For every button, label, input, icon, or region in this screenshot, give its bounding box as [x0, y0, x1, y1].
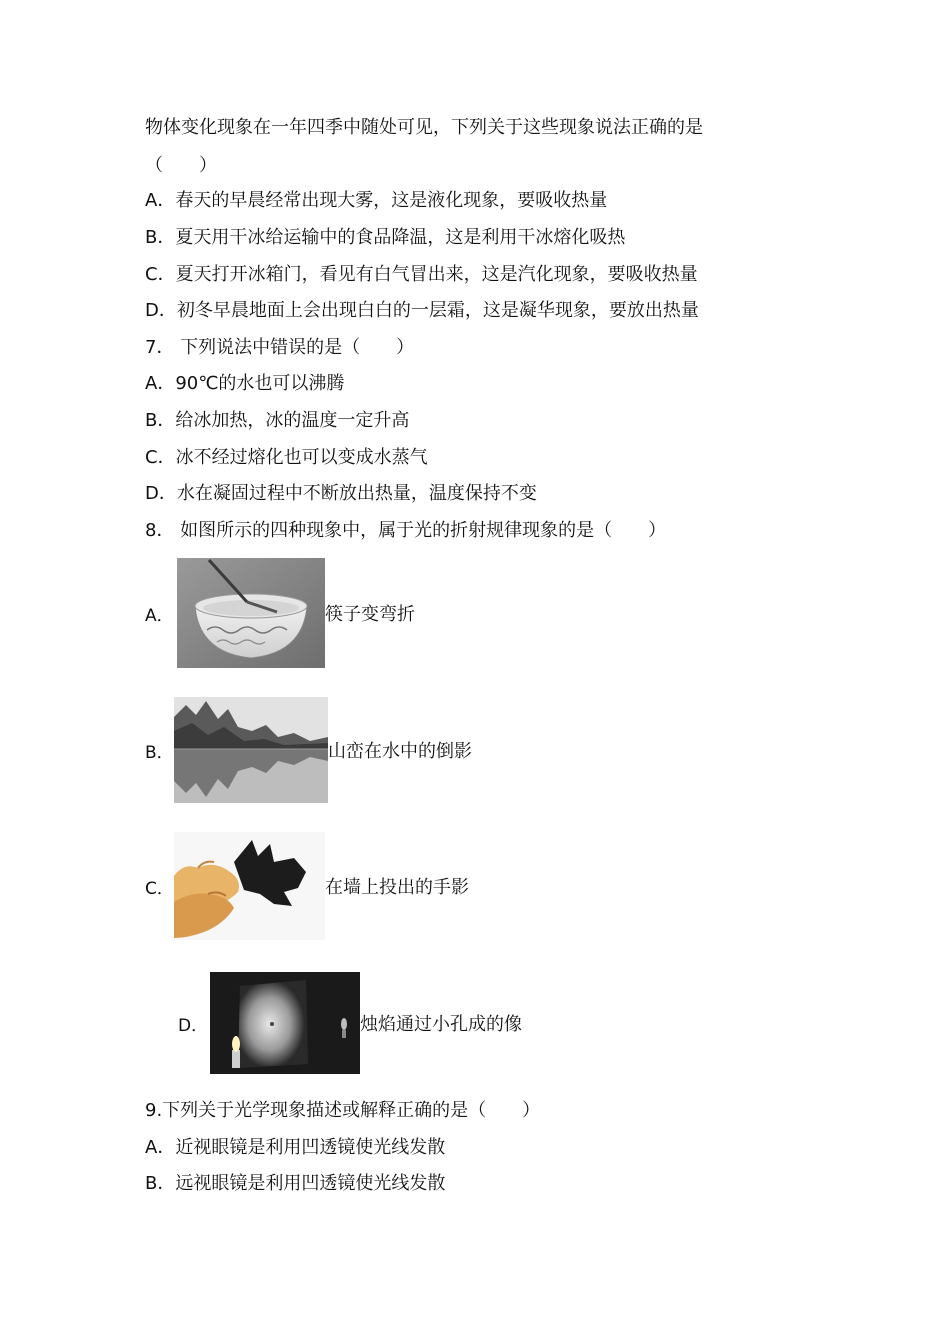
q8-stem: 8． 如图所示的四种现象中，属于光的折射规律现象的是（ ）: [145, 520, 667, 541]
hand-shadow-image: [174, 832, 325, 940]
q7-option-d: D．水在凝固过程中不断放出热量，温度保持不变: [145, 483, 537, 504]
q9-option-b: B．远视眼镜是利用凹透镜使光线发散: [145, 1173, 446, 1194]
q6-paren: （ ）: [145, 155, 217, 176]
q7-option-c: C．冰不经过熔化也可以变成水蒸气: [145, 447, 428, 468]
q6-stem: 物体变化现象在一年四季中随处可见，下列关于这些现象说法正确的是: [145, 117, 703, 138]
q8-option-a-text: 筷子变弯折: [325, 604, 415, 625]
q7-stem: 7． 下列说法中错误的是（ ）: [145, 337, 415, 358]
bowl-chopstick-image: [177, 558, 325, 668]
q8-option-d-text: 烛焰通过小孔成的像: [360, 1014, 522, 1035]
q9-option-a: A．近视眼镜是利用凹透镜使光线发散: [145, 1137, 446, 1158]
q8-option-b-text: 山峦在水中的倒影: [328, 741, 472, 762]
q9-stem: 9.下列关于光学现象描述或解释正确的是（ ）: [145, 1100, 541, 1121]
mountain-reflection-image: [174, 697, 328, 803]
q6-option-b: B．夏天用干冰给运输中的食品降温，这是利用干冰熔化吸热: [145, 227, 626, 248]
q8-option-a: [145, 558, 415, 668]
q8-option-c-letter: C．: [145, 878, 174, 899]
q8-option-b-letter: B．: [145, 742, 174, 763]
q8-option-c: [145, 832, 469, 940]
q7-option-a: A．90℃的水也可以沸腾: [145, 373, 345, 394]
q6-option-d: D．初冬早晨地面上会出现白白的一层霜，这是凝华现象，要放出热量: [145, 300, 699, 321]
q8-option-d-letter: D．: [178, 1015, 209, 1036]
q8-option-b: [145, 697, 472, 803]
q8-option-c-text: 在墙上投出的手影: [325, 877, 469, 898]
q8-option-a-letter: A．: [145, 605, 174, 626]
candle-pinhole-image: [210, 972, 360, 1074]
q6-option-c: C．夏天打开冰箱门，看见有白气冒出来，这是汽化现象，要吸收热量: [145, 264, 698, 285]
q7-option-b: B．给冰加热，冰的温度一定升高: [145, 410, 410, 431]
q6-option-a: A．春天的早晨经常出现大雾，这是液化现象，要吸收热量: [145, 190, 608, 211]
q8-option-d: [178, 972, 522, 1074]
